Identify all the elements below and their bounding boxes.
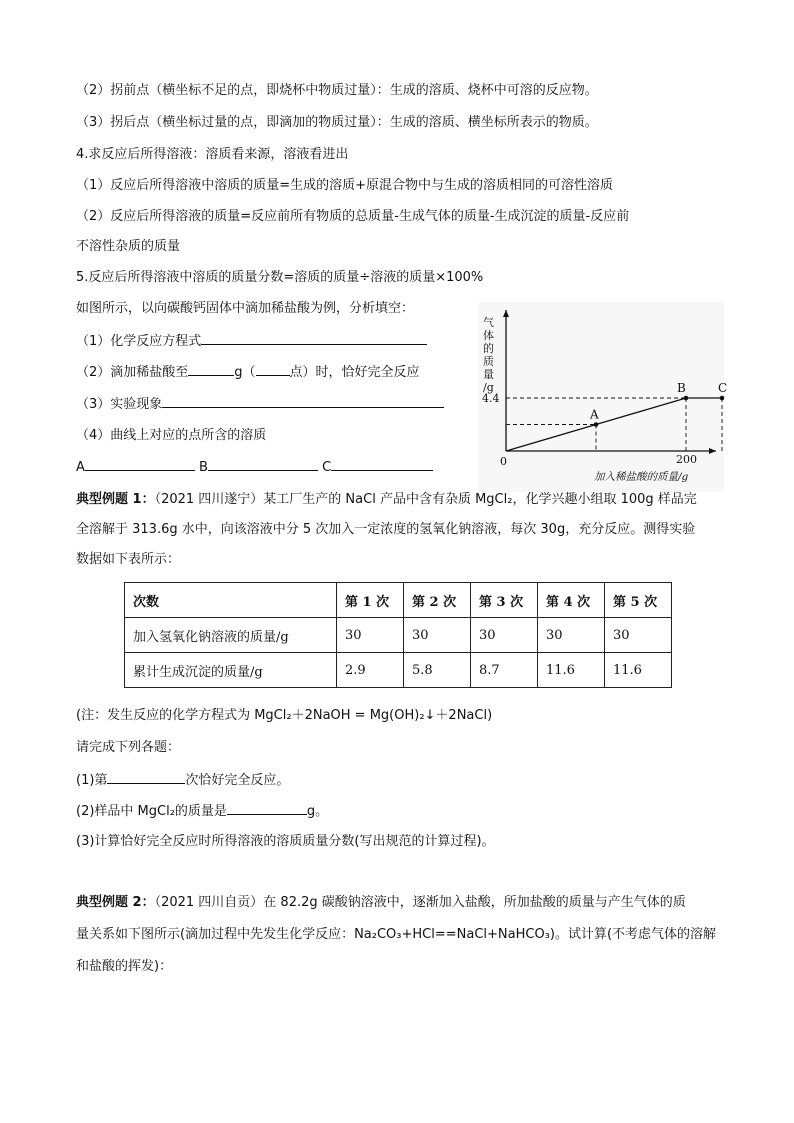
text-line: 如图所示，以向碳酸钙固体中滴加稀盐酸为例，分析填空： — [76, 301, 415, 316]
point-label-b: B — [677, 381, 686, 395]
y-axis-label-char: 体 — [483, 329, 494, 342]
reaction-note: (注：发生反应的化学方程式为 MgCl₂＋2NaOH = Mg(OH)₂↓＋2NaCl) — [76, 708, 493, 723]
data-point-a — [594, 422, 599, 427]
table-cell: 2.9 — [337, 653, 404, 688]
text-line: 不溶性杂质的质量 — [76, 239, 181, 254]
label-b: B — [199, 460, 208, 475]
answer-blank[interactable] — [208, 457, 318, 471]
example-2-text: （2021 四川自贡）在 82.2g 碳酸钠溶液中，逐渐加入盐酸，所加盐酸的质量与产生气体的质 — [154, 895, 686, 910]
table-header-cell: 第 1 次 — [337, 583, 404, 618]
q1-text-a: (1)第 — [76, 773, 108, 788]
table-header-row — [125, 583, 672, 618]
table-row — [125, 618, 672, 653]
example-1-q1 — [76, 770, 289, 791]
label-a: A — [76, 460, 85, 475]
text-line: 数据如下表所示： — [76, 552, 181, 567]
text-line: 和盐酸的挥发)： — [76, 959, 173, 974]
text-line: 4.求反应后所得溶液：溶质看来源，溶液看进出 — [76, 147, 349, 162]
question-2 — [76, 362, 420, 383]
table-header-cell: 第 4 次 — [538, 583, 605, 618]
table-cell: 5.8 — [404, 653, 471, 688]
example-1-q2 — [76, 801, 328, 822]
text-line: (3)计算恰好完全反应时所得溶液的溶质质量分数(写出规范的计算过程)。 — [76, 834, 495, 849]
question-4: （4）曲线上对应的点所含的溶质 — [76, 428, 267, 443]
q2-text-a: (2)样品中 MgCl₂的质量是 — [76, 804, 227, 819]
answer-blank[interactable] — [85, 457, 195, 471]
answer-blank[interactable] — [188, 362, 234, 376]
example-1-label: 典型例题 1： — [76, 492, 155, 507]
table-cell: 累计生成沉淀的质量/g — [125, 653, 337, 688]
x-axis-label: 加入稀盐酸的质量/g — [594, 471, 689, 483]
gas-mass-chart — [478, 302, 728, 492]
point-label-c: C — [718, 381, 728, 395]
table-cell: 8.7 — [471, 653, 538, 688]
answer-blank[interactable] — [162, 394, 444, 408]
question-1 — [76, 331, 427, 352]
example-1-text: （2021 四川遂宁）某工厂生产的 NaCl 产品中含有杂质 MgCl₂，化学兴趣小组取 100g 样品完 — [154, 492, 697, 507]
text-line: （2）反应后所得溶液的质量=反应前所有物质的总质量-生成气体的质量-生成沉淀的质量-反应前 — [76, 209, 630, 224]
answer-blank[interactable] — [256, 362, 290, 376]
point-label-a: A — [590, 407, 599, 422]
answer-blank[interactable] — [227, 801, 307, 815]
table-header-cell: 第 5 次 — [605, 583, 672, 618]
y-axis-label-char: 量 — [483, 368, 494, 381]
table-cell: 30 — [605, 618, 672, 653]
y-axis-label-char: 的 — [483, 342, 494, 355]
question-2-text-a: （2）滴加稀盐酸至 — [76, 365, 189, 380]
y-axis-label-char: /g — [483, 381, 494, 394]
table-cell: 30 — [337, 618, 404, 653]
data-table — [124, 582, 672, 688]
table-row — [125, 653, 672, 688]
y-tick-label: 4.4 — [482, 392, 500, 405]
y-axis-label-char: 质 — [483, 355, 494, 368]
answer-blank[interactable] — [201, 331, 427, 345]
table-header-cell: 次数 — [125, 583, 337, 618]
table-cell: 11.6 — [605, 653, 672, 688]
table-header-cell: 第 2 次 — [404, 583, 471, 618]
example-2-line — [76, 893, 686, 913]
example-1-line — [76, 490, 697, 510]
table-cell: 11.6 — [538, 653, 605, 688]
text-line: （2）拐前点（横坐标不足的点，即烧杯中物质过量）：生成的溶质、烧杯中可溶的反应物。 — [76, 83, 598, 98]
table-cell: 30 — [404, 618, 471, 653]
label-c: C — [322, 460, 332, 475]
table-header-cell: 第 3 次 — [471, 583, 538, 618]
text-line: （3）拐后点（横坐标过量的点，即滴加的物质过量）：生成的溶质、横坐标所表示的物质。 — [76, 115, 598, 130]
q1-text-b: 次恰好完全反应。 — [185, 773, 290, 788]
question-2-text-c: 点）时，恰好完全反应 — [289, 365, 420, 380]
answer-blank[interactable] — [331, 457, 433, 471]
table-cell: 30 — [538, 618, 605, 653]
answer-blank[interactable] — [107, 770, 185, 784]
question-3 — [76, 394, 444, 415]
text-line: 全溶解于 313.6g 水中，向该溶液中分 5 次加入一定浓度的氢氧化钠溶液，每次 30g，充分反应。测得实验 — [76, 522, 696, 537]
text-line: 5.反应后所得溶液中溶质的质量分数=溶质的质量÷溶液的质量×100% — [76, 270, 484, 285]
origin-label: 0 — [500, 455, 507, 468]
table-cell: 加入氢氧化钠溶液的质量/g — [125, 618, 337, 653]
example-2-label: 典型例题 2： — [76, 895, 155, 910]
text-line: 请完成下列各题： — [76, 740, 181, 755]
data-point-b — [684, 396, 689, 401]
question-3-text: （3）实验现象 — [76, 397, 163, 412]
x-tick-label: 200 — [676, 453, 697, 466]
y-axis-label-char: 气 — [483, 316, 494, 329]
data-point-c — [720, 396, 725, 401]
question-1-text: （1）化学反应方程式 — [76, 334, 202, 349]
q2-text-b: g。 — [306, 804, 329, 819]
text-line: 量关系如下图所示(滴加过程中先发生化学反应：Na₂CO₃+HCl==NaCl+NaHCO₃)。试计算(不考虑气体的溶解 — [76, 927, 717, 942]
question-2-text-b: g（ — [234, 365, 256, 380]
question-4-answers — [76, 457, 433, 478]
table-cell: 30 — [471, 618, 538, 653]
text-line: （1）反应后所得溶液中溶质的质量=生成的溶质+原混合物中与生成的溶质相同的可溶性溶质 — [76, 178, 614, 193]
